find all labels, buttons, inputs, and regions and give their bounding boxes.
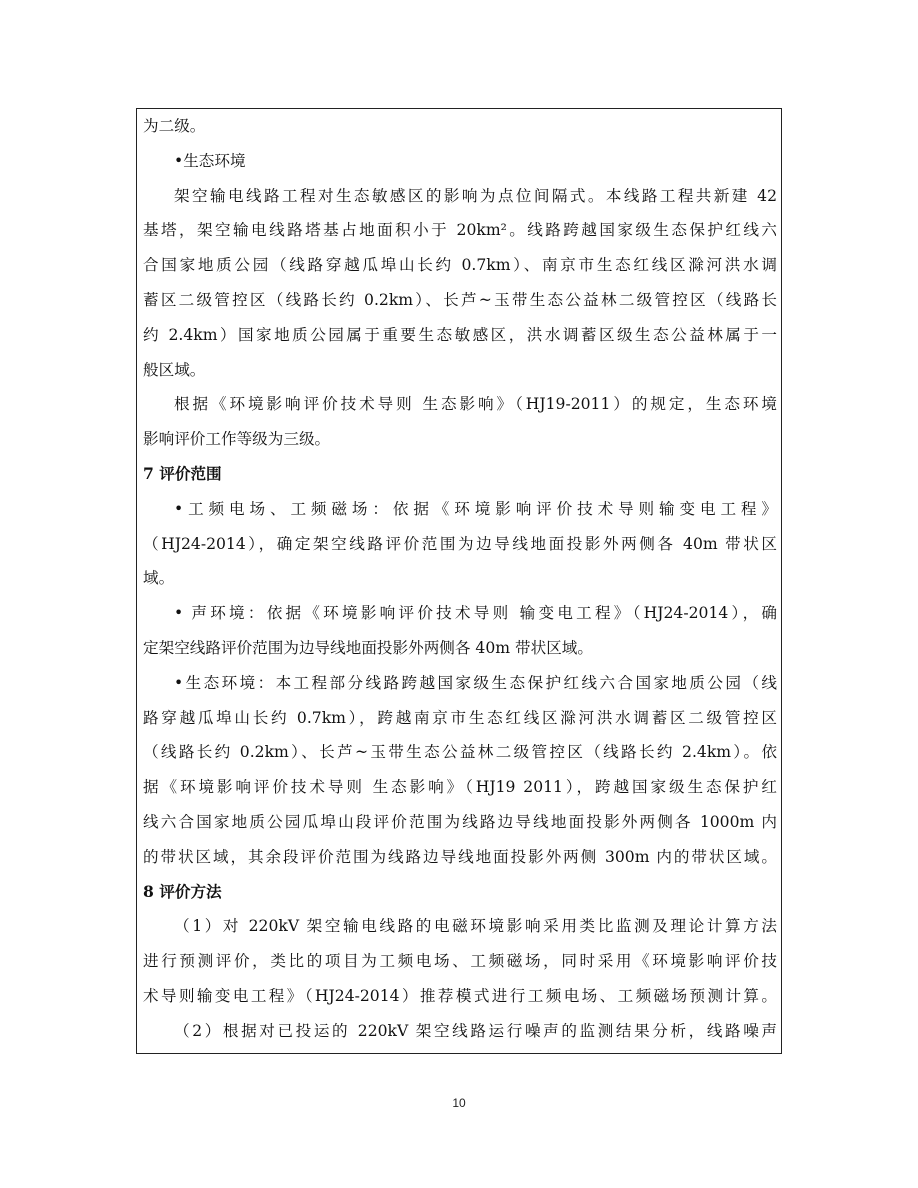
text-line: • 声环境：依据《环境影响评价技术导则 输变电工程》（HJ24-2014），确 <box>174 604 777 623</box>
document-body <box>143 109 777 1049</box>
page-number: 10 <box>452 1096 466 1110</box>
text-line: 为二级。 <box>143 117 206 135</box>
text-line: •工频电场、工频磁场：依据《环境影响评价技术导则输变电工程》 <box>174 499 777 518</box>
text-line: （1）对 220kV 架空输电线路的电磁环境影响采用类比监测及理论计算方法 <box>174 917 777 936</box>
text-line: 的带状区域，其余段评价范围为线路边导线地面投影外两侧 300m 内的带状区域。 <box>143 847 777 866</box>
text-line: 般区域。 <box>143 360 206 379</box>
section-heading: 7 评价范围 <box>143 463 222 483</box>
text-line: 术导则输变电工程》（HJ24-2014）推荐模式进行工频电场、工频磁场预测计算。 <box>143 986 777 1005</box>
text-line: 影响评价工作等级为三级。 <box>143 430 331 449</box>
text-line: 路穿越瓜埠山长约 0.7km），跨越南京市生态红线区滁河洪水调蓄区二级管控区 <box>143 708 777 727</box>
text-line: •生态环境 <box>174 151 246 170</box>
text-line: •生态环境：本工程部分线路跨越国家级生态保护红线六合国家地质公园（线 <box>174 673 777 692</box>
text-line: 域。 <box>143 569 175 588</box>
text-line: 架空输电线路工程对生态敏感区的影响为点位间隔式。本线路工程共新建 42 <box>174 186 777 205</box>
text-line: 据《环境影响评价技术导则 生态影响》（HJ19 2011），跨越国家级生态保护红 <box>143 778 777 797</box>
text-line: 根据《环境影响评价技术导则 生态影响》（HJ19-2011）的规定，生态环境 <box>174 395 777 414</box>
text-line: 基塔，架空输电线路塔基占地面积小于 20km²。线路跨越国家级生态保护红线六 <box>143 221 777 240</box>
content-frame <box>136 108 782 1054</box>
text-line: 合国家地质公园（线路穿越瓜埠山长约 0.7km）、南京市生态红线区滁河洪水调 <box>143 256 777 275</box>
text-line: 定架空线路评价范围为边导线地面投影外两侧各 40m 带状区域。 <box>143 638 593 657</box>
text-line: 进行预测评价，类比的项目为工频电场、工频磁场，同时采用《环境影响评价技 <box>143 952 777 971</box>
text-line: 蓄区二级管控区（线路长约 0.2km）、长芦~玉带生态公益林二级管控区（线路长 <box>143 290 777 309</box>
text-line: 线六合国家地质公园瓜埠山段评价范围为线路边导线地面投影外两侧各 1000m 内 <box>143 812 777 831</box>
text-line: （线路长约 0.2km）、长芦~玉带生态公益林二级管控区（线路长约 2.4km）。依 <box>143 743 777 762</box>
section-heading: 8 评价方法 <box>143 881 222 901</box>
text-line: （2）根据对已投运的 220kV 架空线路运行噪声的监测结果分析，线路噪声 <box>174 1021 777 1040</box>
text-line: 约 2.4km）国家地质公园属于重要生态敏感区，洪水调蓄区级生态公益林属于一 <box>143 325 777 344</box>
text-line: （HJ24-2014），确定架空线路评价范围为边导线地面投影外两侧各 40m 带状区 <box>143 534 777 553</box>
